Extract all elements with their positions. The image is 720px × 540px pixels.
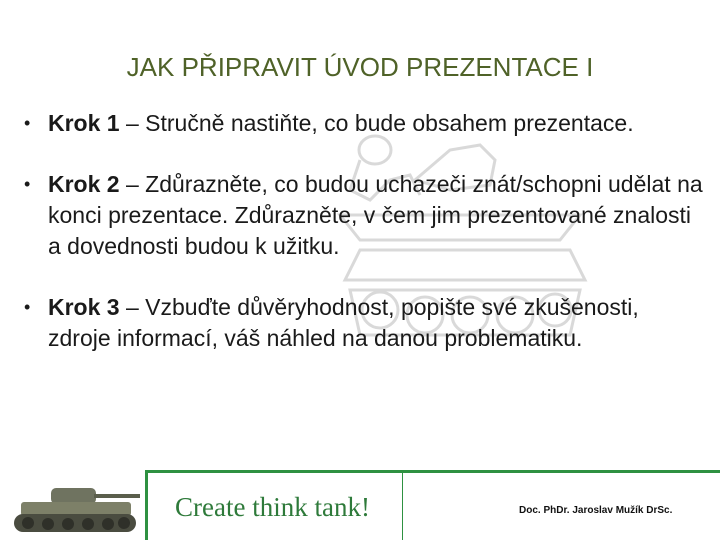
bullet-item bbox=[24, 108, 706, 139]
step-label: Krok 3 bbox=[48, 294, 120, 320]
slide-title: JAK PŘIPRAVIT ÚVOD PREZENTACE I bbox=[126, 52, 594, 82]
bullet-symbol: • bbox=[24, 297, 31, 317]
step-label: Krok 2 bbox=[48, 171, 120, 197]
bullet-symbol: • bbox=[24, 174, 31, 194]
bullet-item bbox=[24, 169, 706, 262]
bullet-text: – Vzbuďte důvěryhodnost, popište své zkušenosti, zdroje informací, váš náhled na danou problematiku. bbox=[48, 294, 639, 351]
bullet-symbol: • bbox=[24, 113, 31, 133]
footer-author: Doc. PhDr. Jaroslav Mužík DrSc. bbox=[519, 505, 673, 516]
footer-title: Create think tank! bbox=[175, 492, 370, 522]
bullet-list bbox=[24, 108, 706, 384]
bullet-text: – Stručně nastiňte, co bude obsahem prezentace. bbox=[119, 110, 634, 136]
tank-photo-icon bbox=[6, 476, 142, 538]
bullet-text: – Zdůrazněte, co budou uchazeči znát/schopni udělat na konci prezentace. Zdůrazněte, v čem jim prezentované znalosti a dovednosti budou k užitku. bbox=[48, 171, 703, 259]
bullet-item bbox=[24, 292, 706, 354]
step-label: Krok 1 bbox=[48, 110, 120, 136]
